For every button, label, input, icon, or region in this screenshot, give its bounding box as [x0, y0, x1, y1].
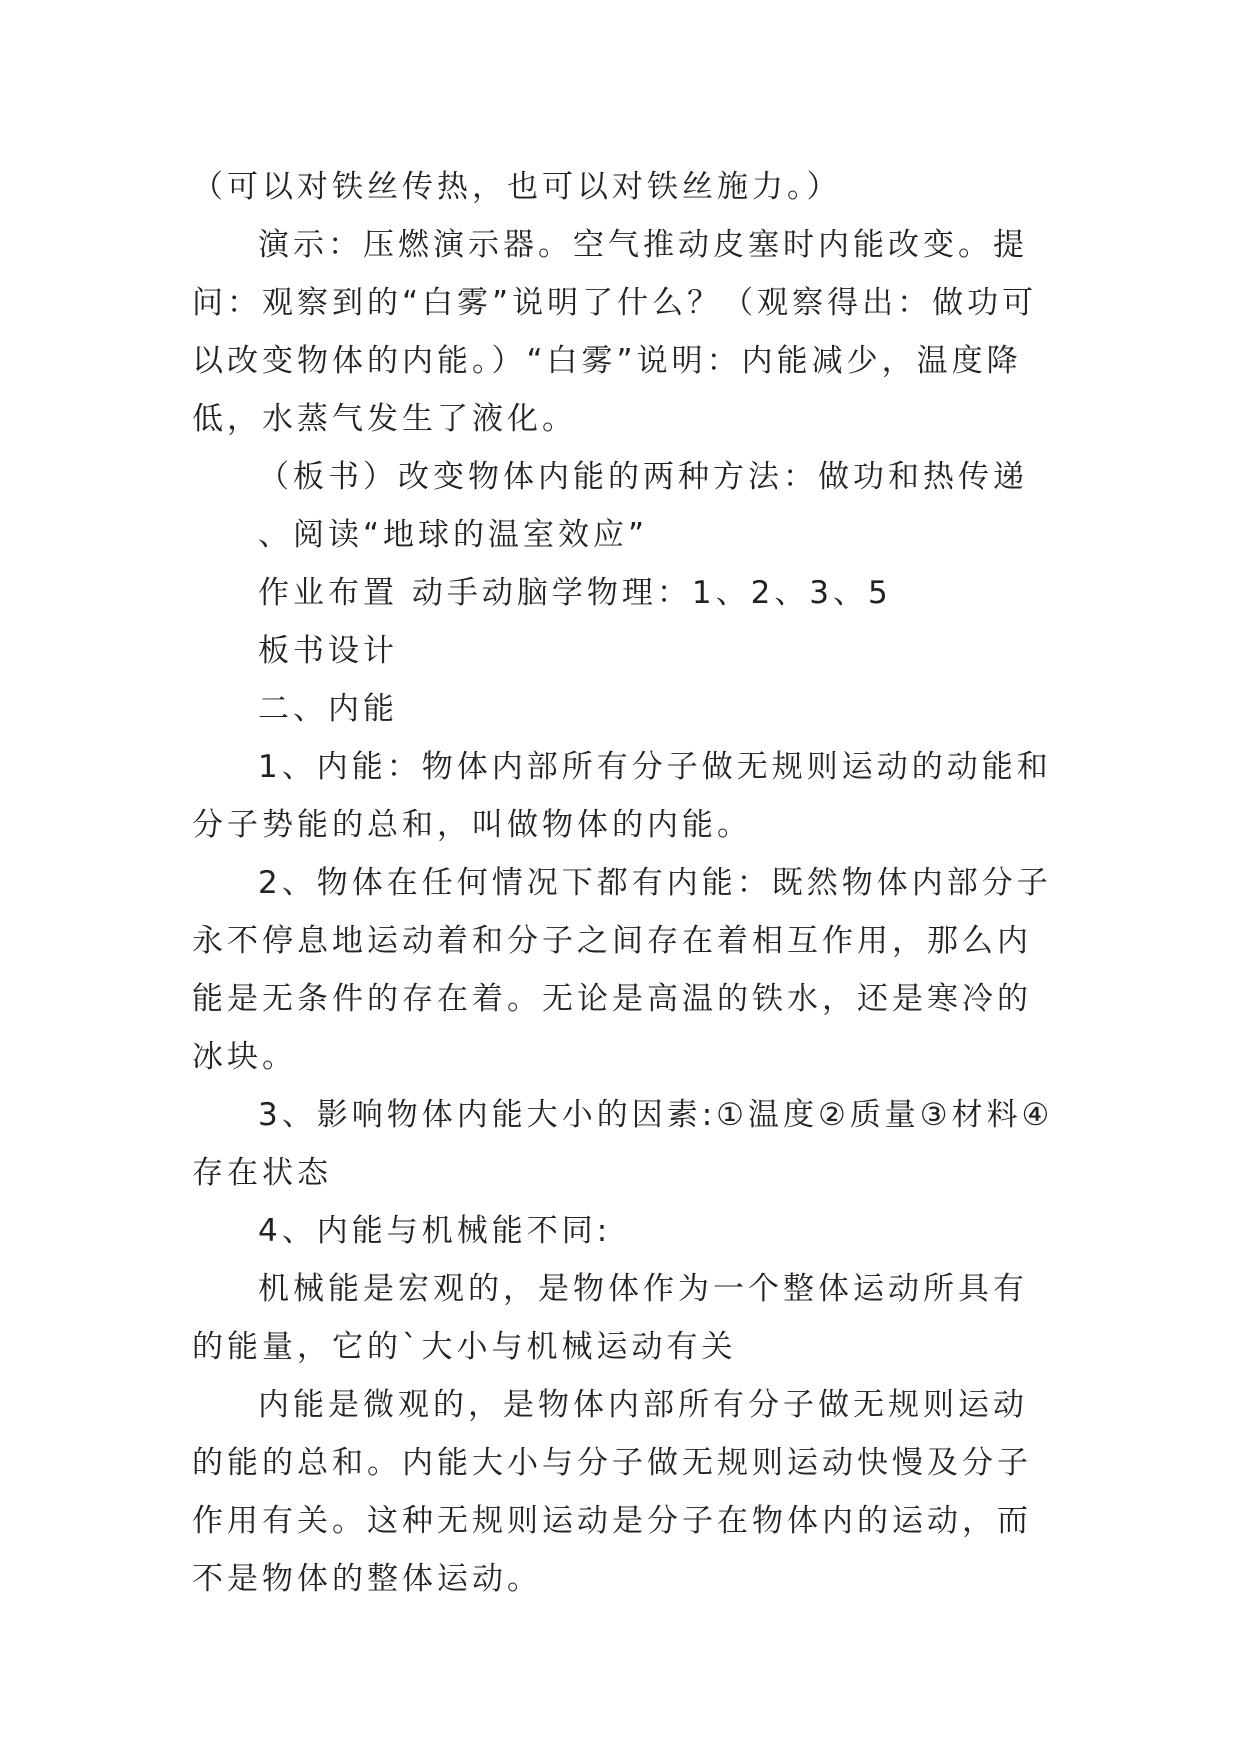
paragraph-point-4: 4、内能与机械能不同: — [258, 1213, 612, 1249]
paragraph-homework: 作业布置 动手动脑学物理：1、2、3、5 — [258, 575, 892, 611]
paragraph-board-design: 板书设计 — [258, 633, 398, 669]
paragraph-point-2: 2、物体在任何情况下都有内能：既然物体内部分子永不停息地运动着和分子之间存在着相互作用，那么内能是无条件的存在着。无论是高温的铁水，还是寒冷的冰块。 — [192, 865, 1052, 1075]
paragraph-mechanical-energy: 机械能是宏观的，是物体作为一个整体运动所具有的能量，它的`大小与机械运动有关 — [192, 1271, 1028, 1365]
document-body — [192, 158, 1062, 1608]
section-heading-internal-energy: 二、内能 — [258, 691, 398, 727]
paragraph-internal-energy-micro: 内能是微观的，是物体内部所有分子做无规则运动的能的总和。内能大小与分子做无规则运动快慢及分子作用有关。这种无规则运动是分子在物体内的运动，而不是物体的整体运动。 — [192, 1387, 1032, 1597]
paragraph-point-1: 1、内能：物体内部所有分子做无规则运动的动能和分子势能的总和，叫做物体的内能。 — [192, 749, 1052, 843]
paragraph-demo-compression: 演示：压燃演示器。空气推动皮塞时内能改变。提问：观察到的“白雾”说明了什么？（观察得出：做功可以改变物体的内能。）“白雾”说明：内能减少，温度降低，水蒸气发生了液化。 — [192, 227, 1038, 437]
paragraph-reading-greenhouse: 、阅读“地球的温室效应” — [258, 517, 649, 553]
paragraph-heat-or-force: （可以对铁丝传热，也可以对铁丝施力。） — [192, 169, 842, 205]
paragraph-point-3: 3、影响物体内能大小的因素:①温度②质量③材料④存在状态 — [192, 1097, 1054, 1191]
paragraph-board-two-methods: （板书）改变物体内能的两种方法：做功和热传递 — [258, 459, 1028, 495]
